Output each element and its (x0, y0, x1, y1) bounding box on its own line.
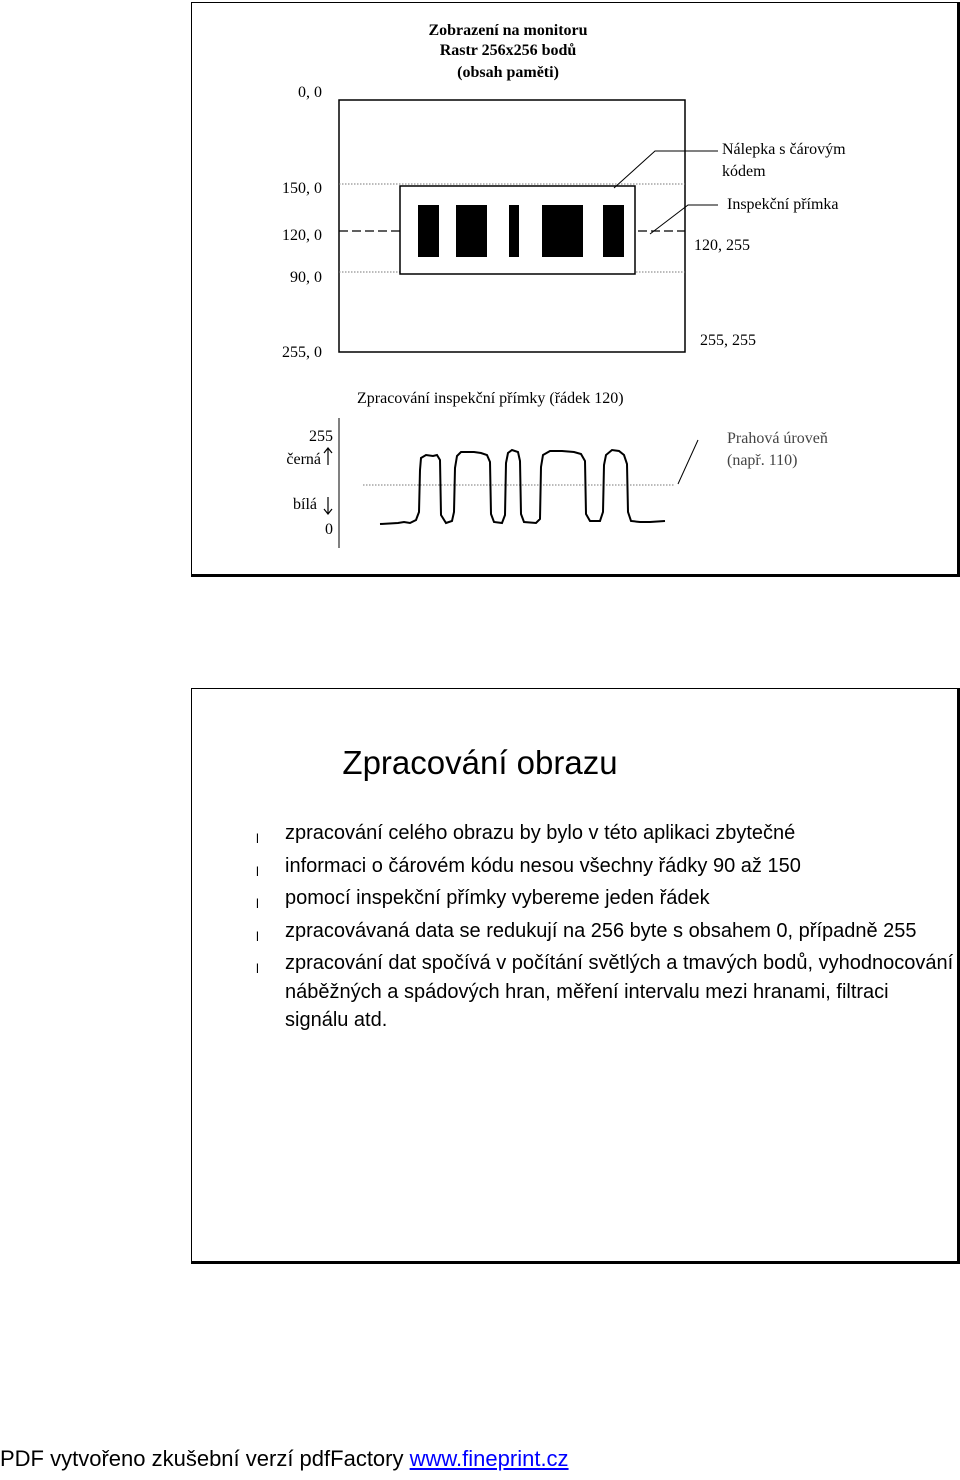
threshold-callout (678, 440, 698, 484)
threshold-label-2: (např. 110) (727, 452, 798, 469)
coord-bottom-left: 255, 0 (282, 344, 322, 361)
bar (418, 205, 439, 257)
coord-row-120: 120, 0 (282, 227, 322, 244)
bullet-icon: l (256, 961, 259, 976)
list-item (256, 852, 956, 881)
diagram-title-line-2: Rastr 256x256 bodů (439, 42, 577, 59)
coord-inspect-right: 120, 255 (694, 237, 750, 254)
bullet-text: pomocí inspekční přímky vybereme jeden řádek (285, 887, 710, 909)
label-sticker-1: Nálepka s čárovým (722, 141, 846, 158)
coord-bottom-right: 255, 255 (700, 332, 756, 349)
bullet-icon: l (256, 863, 259, 879)
arrow-down-icon (324, 497, 332, 514)
label-inspection-line: Inspekční přímka (727, 196, 839, 213)
bullet-icon: l (256, 928, 259, 944)
inspection-callout (650, 205, 718, 234)
list-item (256, 917, 956, 946)
bullet-text: informaci o čárovém kódu nesou všechny řádky 90 až 150 (285, 854, 801, 877)
bar (456, 205, 487, 257)
diagram-title-line-3: (obsah paměti) (457, 64, 559, 81)
axis-min-value: 0 (325, 521, 333, 538)
diagram-title-line-1: Zobrazení na monitoru (428, 22, 588, 39)
barcode-diagram (0, 0, 960, 600)
bullet-text: zpracování celého obrazu by bylo v této aplikaci zbytečné (285, 822, 796, 844)
threshold-label-1: Prahová úroveň (727, 430, 828, 447)
bullet-icon: l (256, 896, 259, 911)
bar (542, 205, 583, 257)
bar (509, 205, 519, 257)
list-item (256, 949, 956, 1035)
footer-watermark (0, 1446, 569, 1472)
bullet-list (256, 819, 956, 1039)
coord-row-150: 150, 0 (282, 180, 322, 197)
bullet-text: zpracovávaná data se redukují na 256 byte s obsahem 0, případně 255 (285, 919, 917, 942)
coord-row-90: 90, 0 (290, 269, 322, 286)
list-item (256, 884, 956, 913)
axis-white-label: bílá (293, 496, 317, 513)
label-sticker-2: kódem (722, 163, 766, 180)
bullet-icon: l (256, 831, 259, 846)
bullet-text: zpracování dat spočívá v počítání světlých a tmavých bodů, vyhodnocování náběžných a spádových hran, měření intervalu mezi hranami, filtraci signálu atd. (285, 952, 954, 1031)
bar (603, 205, 624, 257)
coord-top-left: 0, 0 (298, 84, 322, 101)
processing-title: Zpracování inspekční přímky (řádek 120) (357, 390, 624, 407)
axis-black-label: černá (286, 451, 321, 468)
footer-text: PDF vytvořeno zkušební verzí pdfFactory (0, 1446, 410, 1471)
slide-title: Zpracování obrazu (342, 744, 618, 781)
axis-max-value: 255 (309, 428, 333, 445)
list-item (256, 819, 956, 848)
signal-waveform (380, 450, 665, 524)
arrow-up-icon (324, 448, 332, 465)
sticker-callout (614, 151, 718, 188)
footer-link[interactable]: www.fineprint.cz (409, 1446, 569, 1471)
